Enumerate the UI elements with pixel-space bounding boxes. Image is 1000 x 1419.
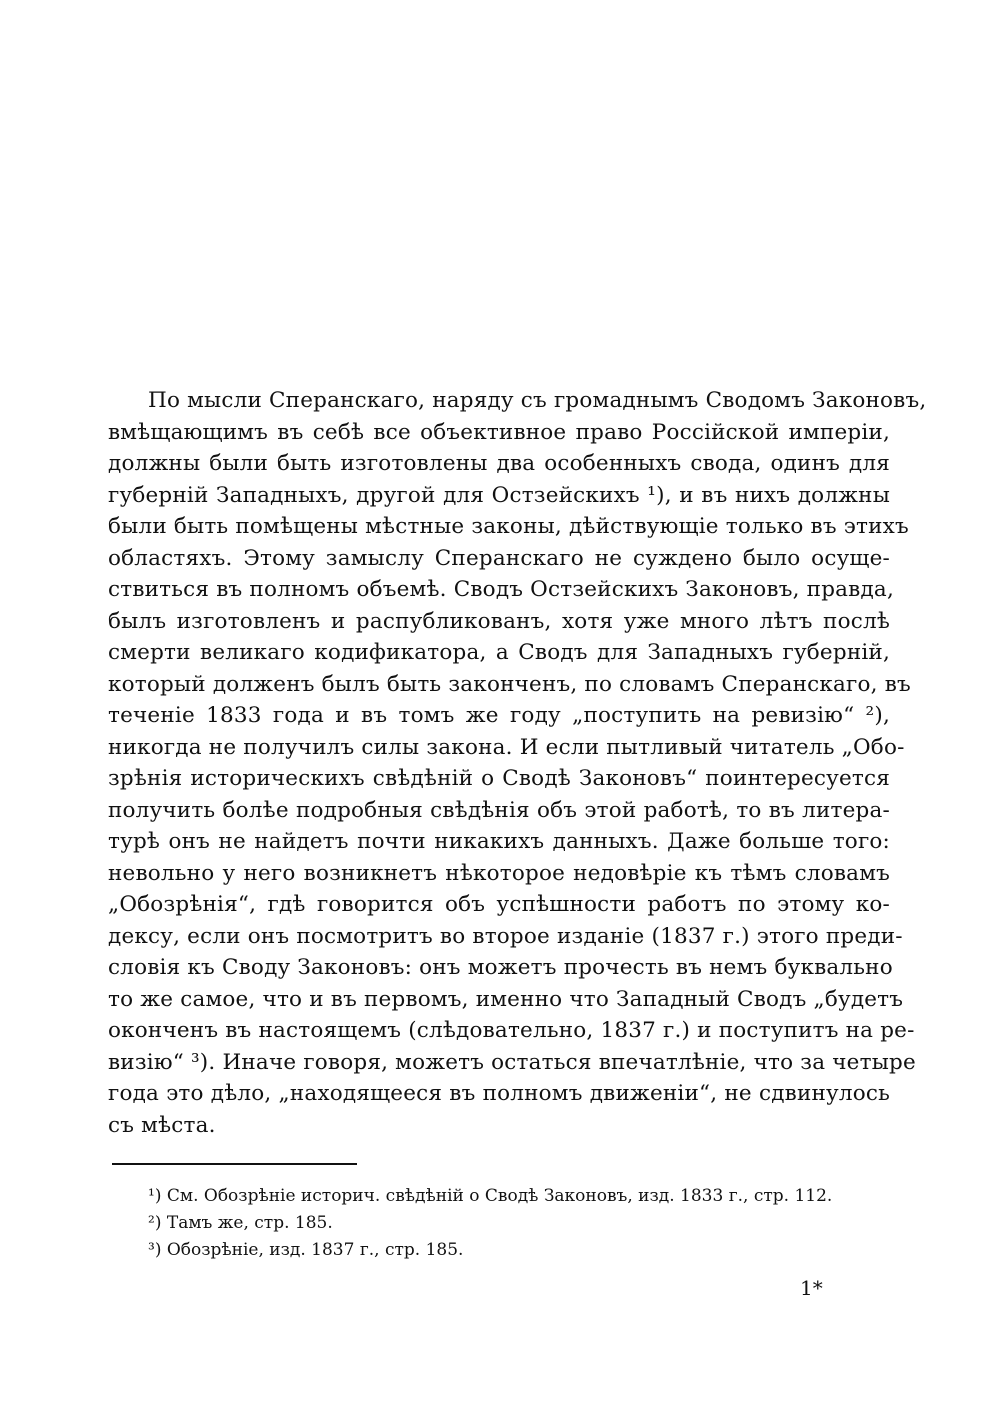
text-line: который долженъ былъ быть законченъ, по словамъ Сперанскаго, въ: [108, 671, 911, 697]
text-line: визію“ ³). Иначе говоря, можетъ остаться впечатлѣніе, что за четыре: [108, 1049, 916, 1075]
text-line: областяхъ. Этому замыслу Сперанскаго не суждено было осуще-: [108, 545, 890, 571]
text-line: теченіе 1833 года и въ томъ же году „поступить на ревизію“ ²),: [108, 703, 890, 728]
footnote-1: ¹) См. Обозрѣніе историч. свѣдѣній о Сводѣ Законовъ, изд. 1833 г., стр. 112.: [148, 1186, 833, 1206]
text-line: зрѣнія историческихъ свѣдѣній о Сводѣ Законовъ“ поинтересуется: [108, 766, 890, 791]
main-text-block: [108, 385, 927, 1141]
text-line: турѣ онъ не найдетъ почти никакихъ данныхъ. Даже больше того:: [108, 829, 890, 854]
text-line: то же самое, что и въ первомъ, именно что Западный Сводъ „будетъ: [108, 986, 904, 1012]
text-line: съ мѣста.: [108, 1112, 216, 1138]
text-line: невольно у него возникнетъ нѣкоторое недовѣріе къ тѣмъ словамъ: [108, 860, 890, 886]
text-line: получить болѣе подробныя свѣдѣнія объ этой работѣ, то въ литера-: [108, 797, 890, 823]
text-line: никогда не получилъ силы закона. И если пытливый читатель „Обо-: [108, 734, 905, 760]
text-line: дексу, если онъ посмотритъ во второе изданіе (1837 г.) этого преди-: [108, 923, 903, 949]
text-line: года это дѣло, „находящееся въ полномъ движеніи“, не сдвинулось: [108, 1081, 890, 1106]
text-line: По мысли Сперанскаго, наряду съ громаднымъ Сводомъ Законовъ,: [148, 388, 927, 413]
text-line: смерти великаго кодификатора, а Сводъ для Западныхъ губерній,: [108, 640, 890, 665]
text-line: вмѣщающимъ въ себѣ все объективное право Россійской имперіи,: [108, 419, 890, 445]
footnote-divider: [112, 1163, 357, 1165]
text-line: были быть помѣщены мѣстные законы, дѣйствующіе только въ этихъ: [108, 514, 909, 539]
text-line: оконченъ въ настоящемъ (слѣдовательно, 1837 г.) и поступитъ на ре-: [108, 1018, 915, 1043]
text-line: словія къ Своду Законовъ: онъ можетъ прочесть въ немъ буквально: [108, 955, 893, 980]
text-line: „Обозрѣнія“, гдѣ говорится объ успѣшности работъ по этому ко-: [108, 892, 890, 917]
text-line: былъ изготовленъ и распубликованъ, хотя уже много лѣтъ послѣ: [108, 608, 890, 634]
text-line: должны были быть изготовлены два особенныхъ свода, одинъ для: [108, 451, 890, 476]
footnote-2: ²) Тамъ же, стр. 185.: [148, 1213, 333, 1233]
footnote-3: ³) Обозрѣніе, изд. 1837 г., стр. 185.: [148, 1240, 464, 1260]
text-line: губерній Западныхъ, другой для Остзейскихъ ¹), и въ нихъ должны: [108, 482, 890, 508]
footnotes-block: [148, 1183, 908, 1264]
page-number: 1*: [800, 1276, 823, 1300]
text-line: ствиться въ полномъ объемѣ. Сводъ Остзейскихъ Законовъ, правда,: [108, 577, 894, 602]
